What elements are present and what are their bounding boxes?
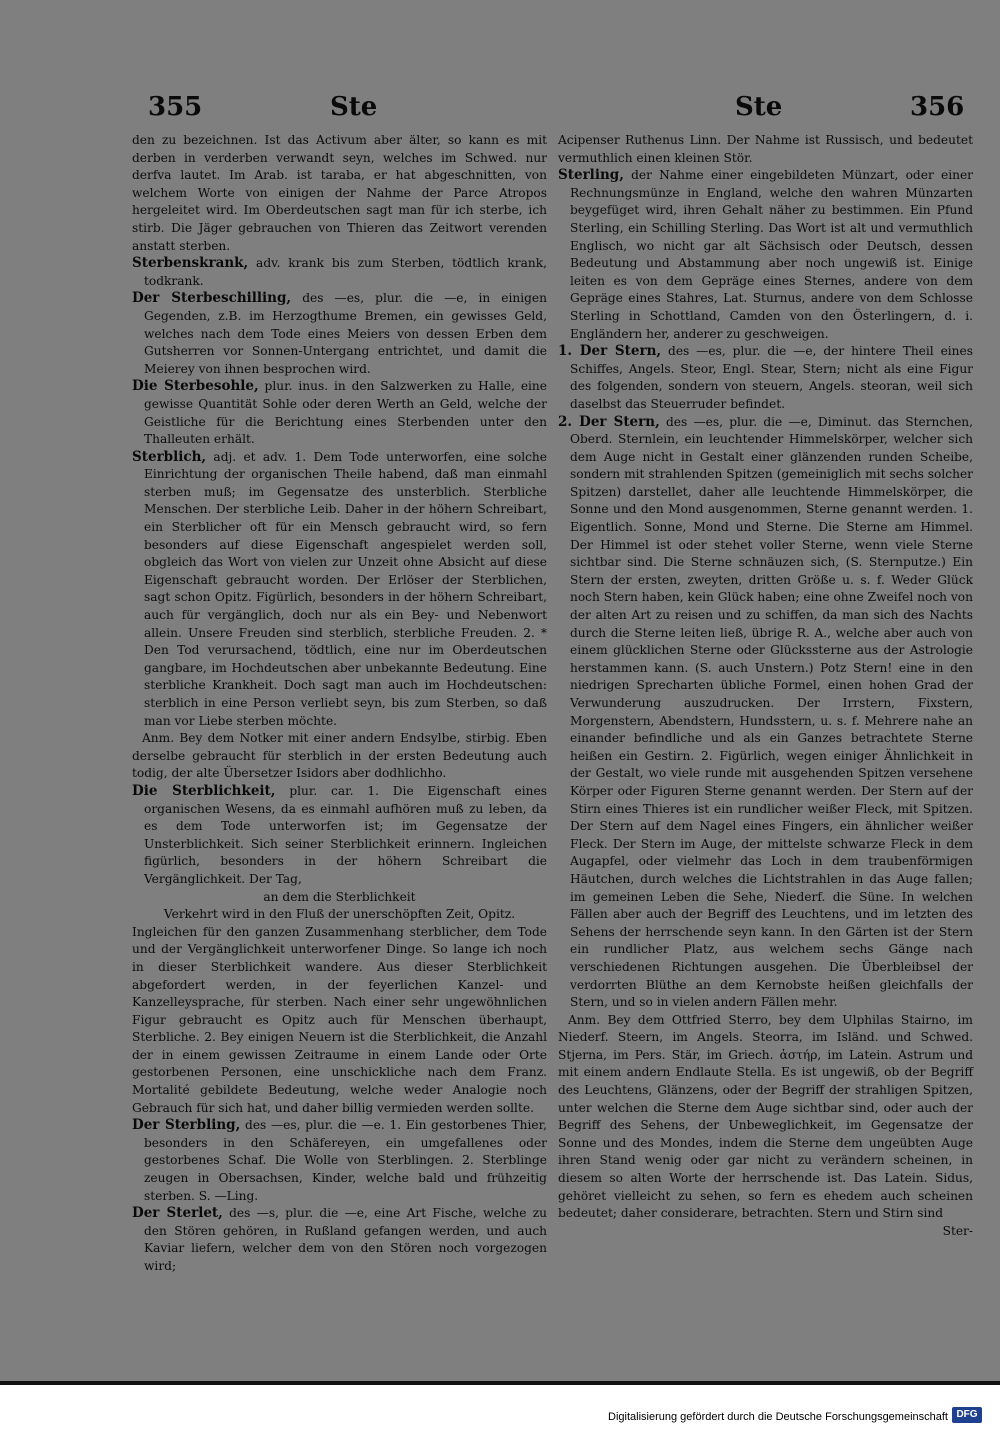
entry-definition: plur. inus. in den Salzwerken zu Halle, eine gewisse Quantität Sohle oder deren Werth an Geld, welche der Geistliche für die Berichtung eines Sterbenden unter den Thalleuten erhält. <box>144 379 547 447</box>
footer-bar <box>0 1385 1000 1432</box>
dictionary-entry <box>132 783 547 889</box>
entry-lemma: 2. Der Stern, <box>558 413 660 430</box>
running-head-left: Ste <box>330 92 378 122</box>
dictionary-entry <box>132 449 547 731</box>
running-head-right: Ste <box>735 92 783 122</box>
dictionary-entry <box>132 1205 547 1275</box>
entry-definition: des —s, plur. die —e, eine Art Fische, welche zu den Stören gehören, in Rußland gefangen werden, und auch Kaviar liefern, welcher dem von den Stören noch vorgezogen wird; <box>144 1206 548 1273</box>
entry-lemma: Der Sterbeschilling, <box>132 290 292 307</box>
entry-definition: plur. car. 1. Die Eigenschaft eines organischen Wesens, da es einmahl aufhören muß zu leben, da es dem Tode unterworfen ist; im Gegensatze der Unsterblichkeit. Sich seiner Sterblichkeit erinnern. Ingleichen figürlich, besonders in der höhern Schreibart die Vergänglichkeit. Der Tag, <box>144 783 547 886</box>
entry-lemma: 1. Der Stern, <box>558 343 662 360</box>
entry-lemma: Der Sterbling, <box>132 1117 241 1134</box>
funding-credit: Digitalisierung gefördert durch die Deutsche Forschungsgemeinschaft <box>608 1411 948 1423</box>
entry-definition: adv. krank bis zum Sterben, tödtlich krank, todkrank. <box>144 256 547 288</box>
page-number-right: 356 <box>910 92 965 122</box>
left-column <box>132 132 547 1276</box>
entry-lemma: Sterblich, <box>132 448 207 465</box>
entry-definition: adj. et adv. 1. Dem Tode unterworfen, eine solche Einrichtung der organischen Theile habend, daß man einmahl sterben muß; im Gegensatze des unsterblich. Sterbliche Menschen. Der sterbliche Leib. Daher in der höhern Schreibart, ein Sterblicher oft für ein Mensch gebraucht wird, so fern besonders auf diese Eigenschaft angespielet werden soll, obgleich das Wort von vielen zur Unzeit ohne Absicht auf diese Eigenschaft gebraucht worden. Der Erlöser der Sterblichen, sagt schon Opitz. Figürlich, besonders in der höhern Schreibart, auch für vergänglich, doch nur als ein Bey- und Nebenwort allein. Unsere Freuden sind sterblich, sterbliche Freuden. 2. * Den Tod verursachend, tödtlich, eine nur im Oberdeutschen gangbare, im Hochdeutschen aber unbekannte Bedeutung. Eine sterbliche Krankheit. Doch sagt man auch im Hochdeutschen: sterblich in eine Person verliebt seyn, bis zum Sterben, so daß man vor Liebe sterben möchte. <box>144 449 547 728</box>
entry-lemma: Sterbenskrank, <box>132 255 249 272</box>
entry-definition: des —es, plur. die —e, in einigen Gegenden, z.B. im Herzogthume Bremen, ein gewisses Geld, welches nach dem Tode eines Meiers von dessen Erben dem Gutsherren vor Sonnen-Untergang entrichtet, und damit die Meierey von ihnen besprochen wird. <box>144 291 547 376</box>
dictionary-entry <box>132 255 547 290</box>
page-number-left: 355 <box>148 92 203 122</box>
annotation-paragraph: Anm. Bey dem Notker mit einer andern Endsylbe, stirbig. Eben derselbe gebraucht für sterblich in der ersten Bedeutung auch todig, der alte Übersetzer Isidors aber dodhlichho. <box>132 731 547 781</box>
text-paragraph: Ingleichen für den ganzen Zusammenhang sterblicher, dem Tode und der Vergänglichkeit unterworfener Dinge. So lange ich noch in dieser Sterblichkeit wandere. Aus dieser Sterblichkeit abgefordert werden, in der feyerlichen Kanzel- und Kanzelleysprache, für sterben. Nach einer sehr ungewöhnlichen Figur gebraucht es Opitz auch für Menschen überhaupt, Sterbliche. 2. Bey einigen Neuern ist die Sterblichkeit, die Anzahl der in einem gewissen Zeitraume in einem Lande oder Orte gestorbenen Personen, eine unschickliche nach dem Franz. Mortalité gebildete Bedeutung, welche weder Analogie noch Gebrauch für sich hat, und daher billig vermieden werden sollte. <box>132 924 547 1115</box>
entry-definition: des —es, plur. die —e, Diminut. das Sternchen, Oberd. Sternlein, ein leuchtender Himmelskörper, welcher sich dem Auge nicht in Gestalt einer glänzenden runden Scheibe, sondern mit strahlenden Spitzen (gemeiniglich mit sechs solcher Spitzen) darstellet, daher alle leuchtende Himmelskörper, die Sonne und den Mond ausgenommen, Sterne genannt werden. 1. Eigentlich. Sonne, Mond und Sterne. Die Sterne am Himmel. Der Himmel ist oder stehet voller Sterne, wenn viele Sterne sichtbar sind. Die Sterne schnäuzen sich, (S. Sternputze.) Ein Stern der ersten, zweyten, dritten Größe u. s. f. Weder Glück noch Stern haben, kein Glück haben; eine ohne Zweifel noch von der alten Art zu reisen und zu schiffen, da man sich des Nachts durch die Sterne leiten ließ, übrige R. A., welche aber auch von einem glücklichen Sterne oder Glückssterne aus der Astrologie herstammen kann. (S. auch Unstern.) Potz Stern! eine in den niedrigen Sprecharten übliche Formel, einen hohen Grad der Verwunderung auszudrucken. Der Irrstern, Fixstern, Morgenstern, Abendstern, Hundsstern, u. s. f. Mehrere nahe an einander befindliche und als ein Ganzes betrachtete Sterne heißen ein Gestirn. 2. Figürlich, wegen einiger Ähnlichkeit in der Gestalt, wo viele runde mit ausgehenden Spitzen versehene Körper oder Figuren Sterne genannt werden. Der Stern auf der Stirn eines Thieres ist ein rundlicher weißer Fleck, mit Spitzen. Der Stern auf dem Nagel eines Fingers, ein ähnlicher weißer Fleck. Der Stern im Auge, der mittelste schwarze Fleck in dem Augapfel, oder vielmehr das Loch in dem traubenförmigen Häutchen, durch welches die Lichtstrahlen in das Auge fallen; im gemeinen Leben die Sehe, Niederf. die Süne. In welchen Fällen aber auch der Begriff des Leuchtens, und im letzten des Sehens der herrschende seyn kann. In den Gärten ist der Stern ein rundlicher Platz, aus welchem sechs Gänge nach verschiedenen Richtungen ausgehen. Die Überbleibsel der verdorrten Blüthe an dem Kernobste heißen gleichfalls der Stern, und so in vielen andern Fällen mehr. <box>570 414 974 1010</box>
text-paragraph: Verkehrt wird in den Fluß der unerschöpften Zeit, Opitz. <box>163 907 516 922</box>
entry-definition: des —es, plur. die —e. 1. Ein gestorbenes Thier, besonders in den Schäfereyen, ein umgefallenes oder gestorbenes Schaf. Die Wolle von Sterblingen. 2. Sterblinge zeugen in Obersachsen, Kinder, welche bald und frühzeitig sterben. S. —Ling. <box>144 1118 548 1203</box>
entry-lemma: Der Sterlet, <box>132 1205 223 1222</box>
entry-definition: der Nahme einer eingebildeten Münzart, oder einer Rechnungsmünze in England, welche den wahren Münzarten beygefüget wird, ihren Gehalt näher zu bestimmen. Ein Pfund Sterling, ein Schilling Sterling. Das Wort ist alt und vermuthlich Englisch, wo nicht gar alt Sächsisch oder Deutsch, dessen Bedeutung und Abstammung aber noch ungewiß ist. Einige leiten es von dem Gepräge eines Sternes, andere von dem Gepräge eines Stahres, Lat. Sturnus, andere von dem Schlosse Sterling in Schottland, Camden von den Österlingern, d. i. Engländern her, anderer zu geschweigen. <box>570 168 973 341</box>
entry-lemma: Die Sterbesohle, <box>132 378 259 395</box>
text-paragraph: Acipenser Ruthenus Linn. Der Nahme ist Russisch, und bedeutet vermuthlich einen kleinen Stör. <box>558 133 973 165</box>
right-column <box>558 132 973 1240</box>
dfg-logo: DFG <box>952 1407 982 1423</box>
dictionary-entry <box>558 414 973 1012</box>
dictionary-entry <box>132 378 547 448</box>
annotation-paragraph: Anm. Bey dem Ottfried Sterro, bey dem Ulphilas Stairno, im Niederf. Steern, im Angels. Steorra, im Isländ. und Schwed. Stjerna, im Pers. Stär, im Griech. ἀστήρ, im Latein. Astrum und mit einem andern Endlaute Stella. Es ist ungewiß, ob der Begriff des Leuchtens, Glänzens, oder der Begriff der strahligen Spitzen, unter welchen die Sterne dem Auge sichtbar sind, oder auch der Begriff des Sehens, der Unbeweglichkeit, im Gegensatze der Sonne und des Mondes, indem die Sterne dem ungeübten Auge ihren Stand wenig oder gar nicht zu verändern scheinen, in diesem so alten Worte der herrschende ist. Das Latein. Sidus, gehöret vielleicht zu sehen, so fern es ehedem auch scheinen bedeutet; daher considerare, betrachten. Stern und Stirn sind <box>558 1012 973 1221</box>
dictionary-entry <box>558 343 973 413</box>
catchword: Ster- <box>942 1223 973 1238</box>
text-paragraph: an dem die Sterblichkeit <box>263 889 416 904</box>
entry-lemma: Die Sterblichkeit, <box>132 782 276 799</box>
text-paragraph: den zu bezeichnen. Ist das Activum aber älter, so kann es mit derben in verderben verwandt seyn, welches im Schwed. nur derfva lautet. Im Arab. ist taraba, er hat abgeschnitten, von welchem Worte von einigen der Nahme der Parce Atropos hergeleitet wird. Im Oberdeutschen sagt man für ich sterbe, ich stirb. Die Jäger gebrauchen von Thieren das Zeitwort verenden anstatt sterben. <box>132 133 547 253</box>
entry-lemma: Sterling, <box>558 167 624 184</box>
entry-definition: des —es, plur. die —e, der hintere Theil eines Schiffes, Angels. Steor, Engl. Stear, Stern; nicht als eine Figur des folgenden, sondern von steuern, Angels. steoran, weil sich daselbst das Steuerruder befindet. <box>570 344 973 411</box>
dictionary-entry <box>132 1117 547 1205</box>
dictionary-entry <box>132 290 547 378</box>
dictionary-entry <box>558 167 973 343</box>
